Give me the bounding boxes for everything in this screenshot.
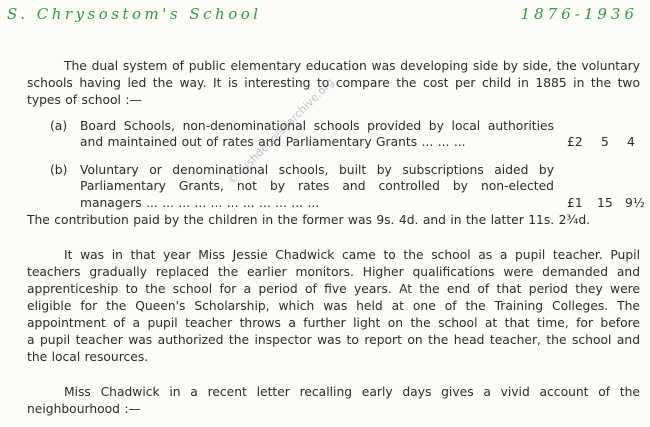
item-b-pence: 9½ — [625, 196, 645, 210]
contribution-line: The contribution paid by the children in the former was 9s. 4d. and in the latter 11s. 2¾d. — [27, 213, 591, 227]
school-name: S. Chrysostom's School — [7, 5, 262, 23]
header-years: 1876-1936 — [520, 5, 638, 23]
item-b-shillings: 15 — [597, 196, 613, 210]
item-b-line-3: managers ... ... ... ... ... ... ... ... ... ... ... — [80, 196, 320, 210]
item-a-pounds: £2 — [567, 135, 583, 149]
item-a-pence: 4 — [627, 135, 635, 149]
item-a-marker: (a) — [50, 119, 68, 133]
item-b-pounds: £1 — [567, 196, 583, 210]
page-header — [7, 5, 638, 27]
para2-line-6: a pupil teacher was authorized the inspector was to report on the head teacher, the school and — [27, 333, 640, 347]
para3-line-2: neighbourhood :— — [27, 402, 141, 416]
item-a-line-1: Board Schools, non-denominational schools provided by local authorities — [80, 119, 554, 133]
para2-line-5: appointment of a pupil teacher throws a further light on the school at that time, for before — [27, 316, 640, 330]
item-b-line-1: Voluntary or denominational schools, built by subscriptions aided by — [80, 163, 554, 177]
para1-line-1: The dual system of public elementary education was developing side by side, the voluntary — [64, 59, 640, 73]
item-a-line-2: and maintained out of rates and Parliamentary Grants ... ... ... — [80, 135, 466, 149]
item-a-shillings: 5 — [601, 135, 609, 149]
item-b-marker: (b) — [50, 163, 68, 177]
watermark: © rushdenresearchive.org — [225, 75, 337, 188]
para2-line-4: eligible for the Queen's Scholarship, which was held at one of the Training Colleges. The — [27, 299, 640, 313]
para2-line-7: the local resources. — [27, 350, 149, 364]
para3-line-1: Miss Chadwick in a recent letter recalling early days gives a vivid account of the — [64, 385, 640, 399]
para1-line-2: schools having led the way. It is interesting to compare the cost per child in 1885 in the two — [27, 76, 640, 90]
item-b-line-2: Parliamentary Grants, not by rates and controlled by non-elected — [80, 179, 554, 193]
para2-line-2: teachers gradually replaced the earlier monitors. Higher qualifications were demanded and — [27, 265, 640, 279]
para2-line-3: apprenticeship to the school for a period of five years. At the end of that period they were — [27, 282, 640, 296]
para1-line-3: types of school :— — [27, 93, 142, 107]
para2-line-1: It was in that year Miss Jessie Chadwick came to the school as a pupil teacher. Pupil — [64, 248, 640, 262]
